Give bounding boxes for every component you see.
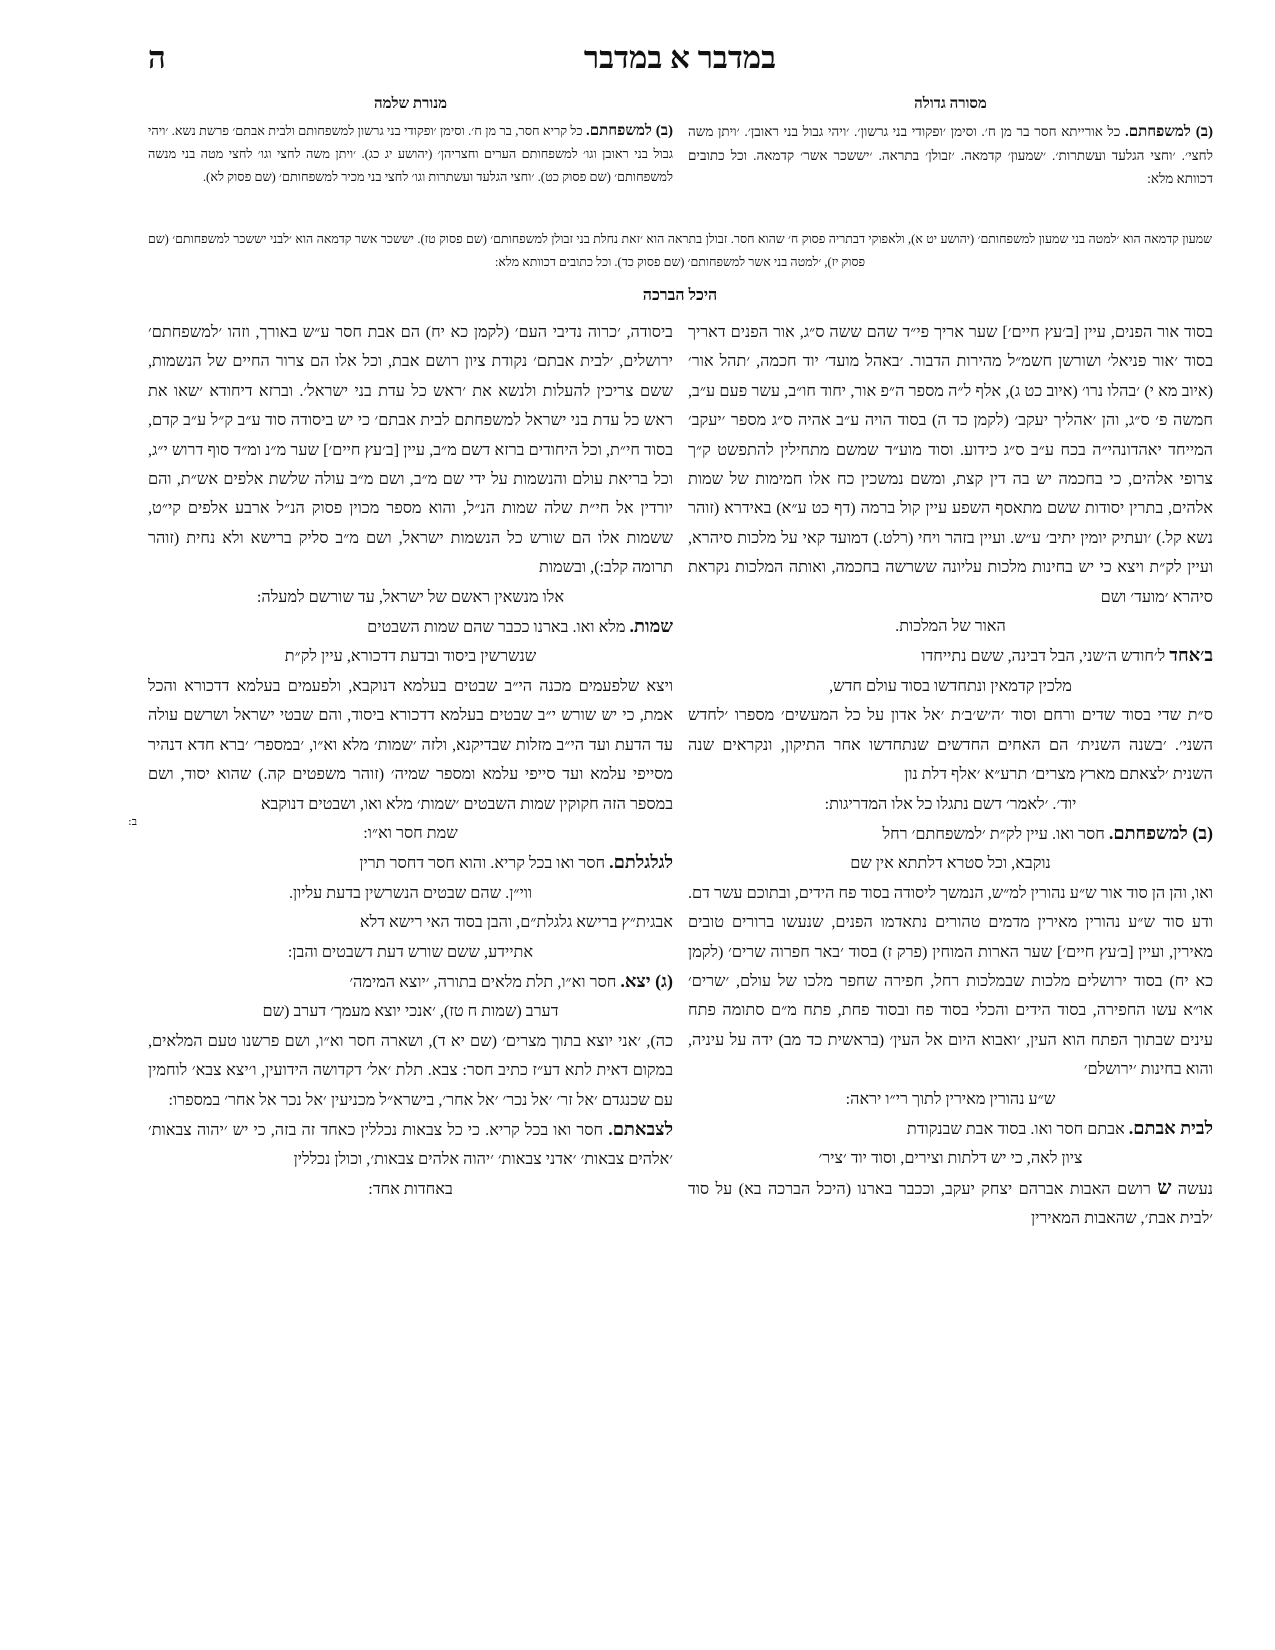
body-paragraph: ביסודה, ׳כרוה נדיבי העם׳ (לקמן כא יח) הם אבת חסר ע״ש באורך, וזהו ׳למשפחתם׳ ירושלים, ׳לבית אבתם׳ נקודת ציון רושם אבת, וכל אלו הם צרור החיים של הנשמות, ששם צריכין להעלות ולנשא את ׳ראש כל עדת בני ישראל׳. וברזא דיחודא ׳שאו את ראש כל עדת בני ישראל למשפחתם לבית אבתם׳ כי יש ביסודה סוד ע״ב ק״ל ע״ב קדם, בסוד חי״ת, וכל היחודים ברזא דשם מ״ב, עיין [ב׳עץ חיים׳] שער מ״נ ומ״ד סוף דרוש י״ג, וכל בריאת עולם והנשמות על ידי שם מ״ב, ושם מ״ב עולה שלשת אלפים אש״ת, והם יורדין אל חי״ת שלה שמות הנ״ל, והוא מספר מכוין פסוק הנ״ל ארבע אלפים קי״ט, ששמות אלו הם שורש כל הנשמות ישראל, ושם מ״ב סליק ברישא ולא נחית (זוהר תרומה קלב:), ובשמות xyxy=(148,323,673,577)
indented-line: נוקבא, וכל סטרא דלתתא אין שם xyxy=(850,854,1051,873)
body-paragraph: ס״ת שדי בסוד שדים ורחם וסוד ׳ה׳ש׳ב׳ת ׳אל אדון על כל המעשים׳ מספרו ׳לחדש השני׳. ׳בשנה השנית׳ הם האחים החדשים שנתחדשו אחר התיקון, ונקראים שנה השנית ׳לצאתם מארץ מצרים׳ תרע״א ׳אלף דלת נון xyxy=(688,706,1213,784)
entry-paragraph xyxy=(148,848,673,878)
menorat-shlomo-title: מנורת שלמה xyxy=(373,96,448,112)
body-paragraph: אבגית״ץ ברישא גלגלת״ם, והבן בסוד האי רישא דלא xyxy=(359,913,673,932)
running-head xyxy=(148,40,1212,80)
heichal-habracha-title: היכל הברכה xyxy=(642,287,718,304)
menorat-headword: (ב) למשפחתם. xyxy=(586,123,673,139)
entry-headword: לצבאתם. xyxy=(608,1118,673,1139)
menorat-body: כל קריא חסר, בר מן ח׳. וסימן ׳ופקודי בני גרשון למשפחותם ולבית אבתם׳ פרשת נשא. ׳ויהי גבול בני ראובן וגו׳ למשפחותם הערים וחצריהן׳ (יהושע יג כג). ׳ויתן משה לחצי וגו׳ לחצי מטה בני מנשה למשפחותם׳ (שם פסוק כט). ׳וחצי הגלעד ועשתרות וגו׳ לחצי בני מכיר למשפחותם׳ (שם פסוק לא). xyxy=(148,124,673,184)
entry-paragraph xyxy=(688,1174,1213,1234)
masorah-headword: (ב) למשפחתם. xyxy=(1124,124,1213,140)
entry-headword: שמות. xyxy=(629,616,673,637)
entry-paragraph xyxy=(688,1114,1213,1144)
indented-line: ווי״ן. שהם שבטים הנשרשין בדעת עליון. xyxy=(288,883,533,902)
entry-text: חסר וא״ו, תלת מלאים בתורה, ׳יוצא המימה׳ xyxy=(349,972,621,991)
entry-paragraph xyxy=(148,967,673,997)
large-letter: ש xyxy=(1157,1176,1172,1199)
entry-text: אבתם חסר ואו. בסוד אבת שבנקודת xyxy=(906,1119,1129,1138)
menorat-shlomo-text xyxy=(148,120,673,189)
heichal-right-column xyxy=(688,318,1213,1234)
entry-text: חסר ואו בכל קריא. כי כל צבאות נכללין כאחד זה בזה, כי יש ׳יהוה צבאות׳ ׳אלהים צבאות׳ ׳אדני צבאות׳ ׳יהוה אלהים צבאות׳, וכולן נכללין xyxy=(148,1120,673,1169)
entry-text: מלא ואו. בארנו ככבר שהם שמות השבטים xyxy=(367,618,630,637)
body-paragraph: ואו, והן הן סוד אור ש״ע נהורין למ״ש, הנמשך ליסודה בסוד פח הידים, ובתוכם עשר דם. ודע סוד ש״ע נהורין מאירין מדמים טהורים נתאדמו הפנים, שנעשו ברורים טובים מאירין, ועיין [ב׳עץ חיים׳] שער הארות המוחין (פרק ז) בסוד ׳באר חפרוה שרים׳ (לקמן כא יח) בסוד ירושלים מלכות שבמלכות רחל, חפירה שחפר מלכו של עולם, ׳שרים׳ או״א עשו החפירה, בסוד הידים והכלי בסוד פח ובסוד פחת, פתח מ״ם סתומה פתח עינים שבתוך הפתח הוא העין, ׳ואבוא היום אל העין׳ (בראשית כד מב) ידה על עיניה, והוא בחינות ׳ירושלם׳ xyxy=(688,883,1213,1079)
indented-line: ציון לאה, כי יש דלתות וצירים, וסוד יוד ׳ציר׳ xyxy=(818,1149,1083,1168)
entry-headword: (ב) למשפחתם. xyxy=(1108,822,1213,843)
closing-line: האור של המלכות. xyxy=(895,617,1006,636)
masorah-body: כל אורייתא חסר בר מן ח׳. וסימן ׳ופקודי בני גרשון׳. ׳ויהי גבול בני ראובן׳. ׳ויתן משה לחצי׳. ׳וחצי הגלעד ועשתרות׳. ׳שמעון׳ קדמאה. ׳זבולן׳ בתראה. ׳יששכר אשר׳ קדמאה. וכל כתובים דכוותא מלא: xyxy=(688,124,1213,186)
entry-text: חסר ואו. עיין לק״ת ׳למשפחתם׳ רחל xyxy=(882,824,1109,843)
closing-line: אתיידע, ששם שורש דעת דשבטים והבן: xyxy=(287,942,534,961)
entry-headword: לבית אבתם. xyxy=(1128,1117,1213,1138)
masorah-gedolah-text xyxy=(688,120,1213,190)
body-paragraph: ויצא שלפעמים מכנה הי״ב שבטים בעלמא דנוקבא, ולפעמים בעלמא דדכורא והכל אמת, כי יש שורש י״ב שבטים בעלמא דדכורא ביסוד, והם שבטי ישראל ושרשם עולה עד הדעת ועד הי״ב מזלות שבדיקנא, ולזה ׳שמות׳ מלא וא״ו, ׳במספר׳ ׳ברא חדא דנהיר מסייפי עלמא ועד סייפי עלמא ומספר שמיה׳ (זוהר משפטים קה.) שהוא יסוד, ושם במספר הזה חקוקין שמות השבטים ׳שמות׳ מלא ואו, ושבטים דנוקבא xyxy=(148,676,673,813)
closing-line: אלו מנשאין ראשם של ישראל, עד שורשם למעלה: xyxy=(256,587,565,606)
closing-line: יוד׳. ׳לאמר׳ דשם נתגלו כל אלו המדריגות: xyxy=(824,794,1077,813)
indented-line: דערב (שמות ח טז), ׳אנכי יוצא מעמך׳ דערב (שם xyxy=(262,1002,559,1021)
closing-line: באחדות אחד: xyxy=(368,1179,453,1198)
entry-headword: (ג) יצא. xyxy=(620,970,673,991)
body-paragraph: בסוד אור הפנים, עיין [ב׳עץ חיים׳] שער אריך פי״ד שהם ששה ס״ג, אור הפנים דאריך בסוד ׳אור פניאל׳ ושורשן חשמ״ל מהירות הדבור. ׳באהל מועד׳ יוד חכמה, ׳תהל אור׳ (איוב מא י) ׳בהלו נרו׳ (איוב כט ג), אלף ל״ה מספר ה״פ אור, יחוד חו״ב, עשר פעם ע״ב, חמשה פ׳ ס״ג, והן ׳אהליך יעקב׳ (לקמן כד ה) בסוד הויה ע״ב אהיה ס״ג מספר ׳יעקב׳ המייחד יאהדונהי״ה בכח ע״ב ס״ג כידוע. וסוד מוע״ד שמשם מתחילין להתפשט ק״ך צרופי אלהים, כי בחכמה יש בה דין קצת, ומשם נמשכין כח אלו חמימות של שמות אלהים, בתרין יסודות ששם מתאסף השפע עיין קול ברמה (דף כט ע״א) באידרא (זוהר נשא קל.) ׳ועתיק יומין יתיב׳ ע״ש. ועיין בזהר ויחי (רלט.) דמועד קאי על מלכות סיהרא, ועיין לק״ת ויצא כי יש בחינות מלכות עליונה ששרשה בחכמה, ואותה המלכות נקראת סיהרא ׳מועד׳ ושם xyxy=(688,323,1213,606)
heichal-left-column xyxy=(148,318,673,1204)
indented-line: מלכין קדמאין ונתחדשו בסוד עולם חדש, xyxy=(829,676,1072,695)
indented-line: שנשרשין ביסוד ובדעת דדכורא, עיין לק״ת xyxy=(284,647,537,666)
page-number: ה xyxy=(148,40,166,75)
entry-headword: ב׳אחד xyxy=(1169,645,1213,666)
entry-text: חסר ואו בכל קריא. והוא חסר דחסר תרין xyxy=(359,854,610,873)
entry-prefix: נעשה xyxy=(1171,1179,1213,1198)
entry-paragraph xyxy=(688,641,1213,671)
closing-line: שמת חסר וא״ו: xyxy=(363,823,458,842)
entry-paragraph xyxy=(148,1115,673,1175)
margin-note: ב: xyxy=(128,815,138,828)
masorah-gedolah-title: מסורה גדולה xyxy=(914,96,987,112)
page-title: במדבר א במדבר xyxy=(583,40,777,75)
menorat-shlomo-continuation: שמעון קדמאה הוא ׳למטה בני שמעון למשפחותם׳ (יהושע יט א), ולאפוקי דבתריה פסוק ח׳ שהוא חסר. זבולן בתראה הוא ׳זאת נחלת בני זבולן למשפחותם׳ (שם פסוק טז). יששכר אשר קדמאה הוא ׳לבני יששכר למשפחותם׳ (שם פסוק יז), ׳למטה בני אשר למשפחותם׳ (שם פסוק כד). וכל כתובים דכוותא מלא: xyxy=(148,232,1212,269)
body-paragraph: כה), ׳אני יוצא בתוך מצרים׳ (שם יא ד), ושארה חסר וא״ו, ושם פרשנו טעם המלאים, במקום דאית לתא דע״ז כתיב חסר: צבא. תלת ׳אל׳ דקדושה הידועין, ו׳יצא צבא׳ לוחמין עם שכנגדם ׳אל זר׳ ׳אל נכר׳ ׳אל אחר׳, בישרא״ל מכניעין ׳אל נכר אל אחר׳ במספרו: xyxy=(148,1031,673,1109)
closing-line: ש״ע נהורין מאירין לתוך רי״ו יראה: xyxy=(845,1089,1056,1108)
entry-text: ל׳חודש ה׳שני, הבל דבינה, ששם נתייחדו xyxy=(921,647,1170,666)
entry-text: רושם האבות אברהם יצחק יעקב, וככבר בארנו (היכל הברכה בא) על סוד ׳לבית אבת׳, שהאבות המאירין xyxy=(688,1179,1213,1228)
entry-headword: לגלגלתם. xyxy=(609,852,673,873)
entry-paragraph xyxy=(148,612,673,642)
entry-paragraph xyxy=(688,819,1213,849)
